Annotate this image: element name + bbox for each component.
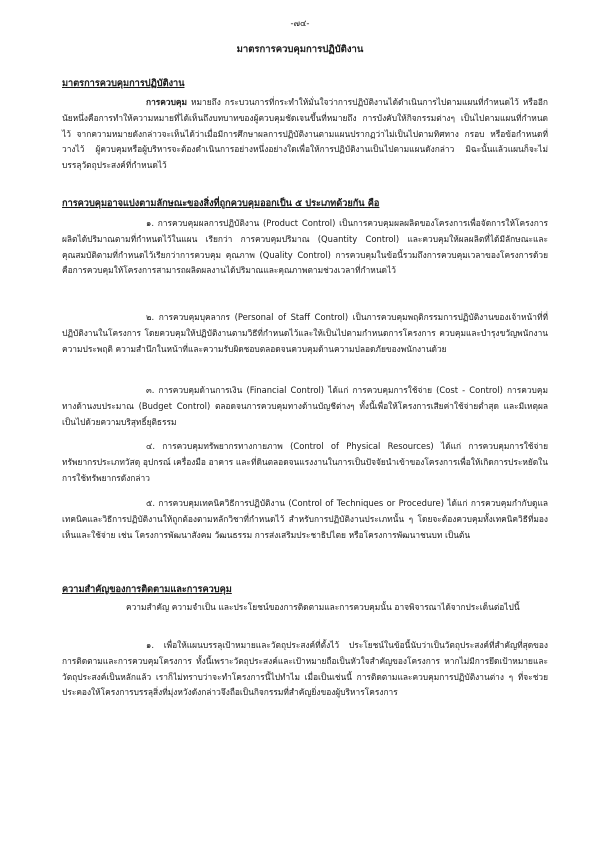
section-heading-control-measures: มาตรการควบคุมการปฏิบัติงาน xyxy=(62,78,185,89)
paragraph-physical-control: ๔. การควบคุมทรัพยากรทางกายภาพ (Control of Physical Resources) ได้แก่ การควบคุมการใช้จ่ายทรัพยากรประเภทวัสดุ อุปกรณ์ เครื่องมือ อาคาร และที่ดินตลอดจนแรงงานในการเป็นปัจจัยนำเข้าของโครงการเพื่อให้เกิดการประหยัดในการใช้ทรัพยากรดังกล่าว xyxy=(62,441,548,483)
paragraph-staff-control: ๒. การควบคุมบุคลากร (Personal of Staff Control) เป็นการควบคุมพฤติกรรมการปฏิบัติงานของเจ้าหน้าที่ที่ปฏิบัติงานในโครงการ โดยควบคุมให้ปฏิบัติงานตามวิธีที่กำหนดไว้และให้เป็นไปตามกำหนดการโครงการ ควบคุมและบำรุงขวัญพนักงาน ความประพฤติ ความสำนึกในหน้าที่และความรับผิดชอบตลอดจนควบคุมด้านความปลอดภัยของพนักงานด้วย xyxy=(62,312,548,354)
section-heading-importance: ความสำคัญของการติดตามและการควบคุม xyxy=(62,584,232,595)
paragraph-importance-intro: ความสำคัญ ความจำเป็น และประโยชน์ของการติดตามและการควบคุมนั้น อาจพิจารณาได้จากประเด็นต่อไปนี้ xyxy=(126,602,520,612)
section-heading-control-types: การควบคุมอาจแบ่งตามลักษณะของสิ่งที่ถูกควบคุมออกเป็น ๕ ประเภทด้วยกัน คือ xyxy=(62,198,380,209)
paragraph-control-definition xyxy=(62,95,548,174)
paragraph-financial-control: ๓. การควบคุมด้านการเงิน (Financial Control) ได้แก่ การควบคุมการใช้จ่าย (Cost - Control) การควบคุมทางด้านงบประมาณ (Budget Control) ตลอดจนการควบคุมทางด้านบัญชีต่างๆ ทั้งนี้เพื่อให้โครงการเสียค่าใช้จ่ายต่ำสุด และมีเหตุผลเป็นไปด้วยความบริสุทธิ์ยุติธรรม xyxy=(62,385,548,427)
paragraph-importance-goal: ๑. เพื่อให้แผนบรรลุเป้าหมายและวัตถุประสงค์ที่ตั้งไว้ ประโยชน์ในข้อนี้นับว่าเป็นวัตถุประสงค์ที่สำคัญที่สุดของการติดตามและการควบคุมโครงการ ทั้งนี้เพราะวัตถุประสงค์และเป้าหมายถือเป็นหัวใจสำคัญของโครงการ หากไม่มีการยึดเป้าหมายและวัตถุประสงค์เป็นหลักแล้ว เราก็ไม่ทราบว่าจะทำโครงการนี้ไปทำไม เมื่อเป็นเช่นนี้ การติดตามและควบคุมการปฏิบัติงานต่าง ๆ ที่จะช่วยประคองให้โครงการบรรลุสิ่งที่มุ่งหวังดังกล่าวจึงถือเป็นกิจกรรมที่สำคัญยิ่งของผู้บริหารโครงการ xyxy=(62,640,548,698)
paragraph-technique-control: ๕. การควบคุมเทคนิควิธีการปฏิบัติงาน (Control of Techniques or Procedure) ได้แก่ การควบคุมกำกับดูแลเทคนิคและวิธีการปฏิบัติงานให้ถูกต้องตามหลักวิชาที่กำหนดไว้ สำหรับการปฏิบัติงานประเภทนั้น ๆ โดยจะต้องควบคุมทั้งเทคนิควิธีที่มองเห็นและใช้จ่าย เช่น โครงการพัฒนาสังคม วัฒนธรรม การส่งเสริมประชาธิปไตย หรือโครงการพัฒนาชนบท เป็นต้น xyxy=(62,498,548,540)
page-number: -๗๔- xyxy=(290,19,310,29)
page-title: มาตรการควบคุมการปฏิบัติงาน xyxy=(236,44,364,55)
paragraph-product-control: ๑. การควบคุมผลการปฏิบัติงาน (Product Control) เป็นการควบคุมผลผลิตของโครงการเพื่อจัดการให้โครงการผลิตได้ปริมาณตามที่กำหนดไว้ในแผน เรียกว่า การควบคุมปริมาณ (Quantity Control) และควบคุมให้ผลผลิตที่ได้มีลักษณะและคุณสมบัติตามที่กำหนดไว้เรียกว่าการควบคุม คุณภาพ (Quality Control) การควบคุมในข้อนี้รวมถึงการควบคุมเวลาของโครงการด้วย คือการควบคุมให้โครงการสามารถผลิตผลงานได้ปริมาณและคุณภาพตามช่วงเวลาที่กำหนดไว้ xyxy=(62,218,548,276)
paragraph-text: หมายถึง กระบวนการที่กระทำให้มั่นใจว่าการปฏิบัติงานได้ดำเนินการไปตามแผนที่กำหนดไว้ หรืออีกนัยหนึ่งคือการทำให้ความหมายที่ได้เห็นถึงบทบาทของผู้ควบคุมชัดเจนขึ้นที่หมายถึง การบังคับให้กิจกรรมต่างๆ เป็นไปตามแผนที่กำหนดไว้ จากความหมายดังกล่าวจะเห็นได้ว่าเมื่อมีการศึกษาผลการปฏิบัติงานตามแผนปรากฏว่าไม่เป็นไปตามทิศทาง กรอบ หรือข้อกำหนดที่วางไว้ ผู้ควบคุมหรือผู้บริหารจะต้องดำเนินการอย่างหนึ่งอย่างใดเพื่อให้การปฏิบัติงานเป็นไปตามแผนดังกล่าว มิฉะนั้นแล้วแผนก็จะไม่บรรลุวัตถุประสงค์ที่กำหนดไว้ xyxy=(62,97,548,171)
term-control: การควบคุม xyxy=(146,97,188,107)
